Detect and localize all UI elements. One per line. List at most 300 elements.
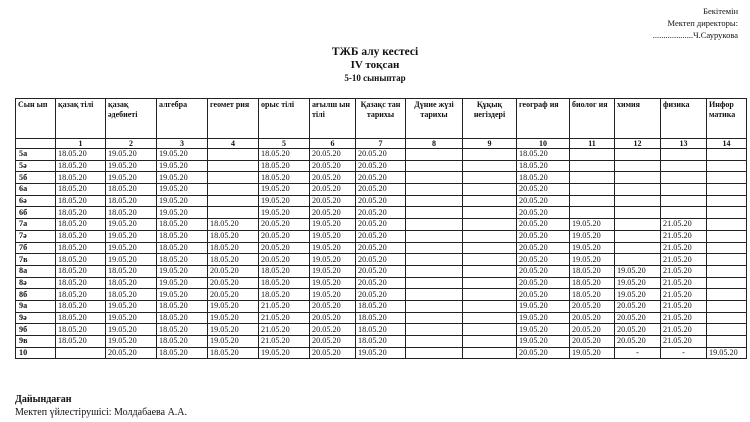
date-cell [463,230,517,242]
date-cell: 19.05.20 [106,149,157,161]
date-cell: 20.05.20 [517,207,570,219]
date-cell: 20.05.20 [615,336,661,348]
column-header: ағылш ын тілі [310,99,356,139]
date-cell: 19.05.20 [707,347,747,359]
date-cell: 18.05.20 [157,312,208,324]
approval-line-1: Бекітемін [703,6,738,16]
column-header: геомет рия [208,99,259,139]
date-cell: 20.05.20 [356,149,406,161]
date-cell: 20.05.20 [356,277,406,289]
column-number: 2 [106,139,157,149]
table-row [16,336,747,348]
column-header: физика [661,99,707,139]
date-cell: 18.05.20 [56,230,106,242]
date-cell: 20.05.20 [356,207,406,219]
class-name-cell: 9б [16,324,56,336]
date-cell: 20.05.20 [310,336,356,348]
date-cell: 18.05.20 [56,265,106,277]
date-cell [406,324,463,336]
title-line-1: ТЖБ алу кестесі [331,46,419,58]
date-cell: 20.05.20 [208,265,259,277]
date-cell [615,242,661,254]
date-cell [707,300,747,312]
date-cell: 20.05.20 [310,312,356,324]
date-cell: 19.05.20 [208,312,259,324]
column-header: алгебра [157,99,208,139]
date-cell [707,254,747,266]
column-number: 12 [615,139,661,149]
date-cell [208,207,259,219]
date-cell [406,184,463,196]
date-cell: 18.05.20 [56,289,106,301]
date-cell: 20.05.20 [517,230,570,242]
date-cell [406,289,463,301]
table-row [16,219,747,231]
coordinator-label: Мектеп үйлестірушісі: Молдабаева А.А. [15,407,188,418]
date-cell: 19.05.20 [157,149,208,161]
date-cell [406,149,463,161]
date-cell: 18.05.20 [157,324,208,336]
table-row [16,184,747,196]
date-cell: - [661,347,707,359]
class-name-cell: 8ә [16,277,56,289]
date-cell: 20.05.20 [259,219,310,231]
column-header: Дүние жүзі тарихы [406,99,463,139]
table-row [16,242,747,254]
date-cell: 19.05.20 [570,230,615,242]
date-cell: 19.05.20 [517,324,570,336]
date-cell: 18.05.20 [517,160,570,172]
date-cell [406,300,463,312]
date-cell: 18.05.20 [157,336,208,348]
table-row [16,195,747,207]
date-cell: 19.05.20 [517,336,570,348]
date-cell [707,265,747,277]
class-name-cell: 5ә [16,160,56,172]
table-row [16,347,747,359]
table-row [16,265,747,277]
date-cell: 18.05.20 [157,219,208,231]
date-cell [707,336,747,348]
date-cell: 18.05.20 [356,336,406,348]
date-cell: 21.05.20 [661,265,707,277]
table-row [16,149,747,161]
column-header: орыс тілі [259,99,310,139]
date-cell: 19.05.20 [615,265,661,277]
date-cell: 18.05.20 [56,149,106,161]
date-cell [463,312,517,324]
date-cell [463,277,517,289]
date-cell: 19.05.20 [310,254,356,266]
date-cell: 18.05.20 [56,254,106,266]
column-header: Сын ып [16,99,56,139]
date-cell [463,184,517,196]
column-number: 6 [310,139,356,149]
date-cell: 18.05.20 [157,347,208,359]
date-cell: 21.05.20 [661,254,707,266]
date-cell: 20.05.20 [310,347,356,359]
date-cell [463,160,517,172]
prepared-label: Дайындаған [15,394,72,405]
date-cell [570,149,615,161]
date-cell: 21.05.20 [661,230,707,242]
date-cell: 20.05.20 [356,265,406,277]
date-cell: 19.05.20 [615,277,661,289]
date-cell: 18.05.20 [56,324,106,336]
date-cell: 19.05.20 [106,324,157,336]
date-cell: 18.05.20 [56,195,106,207]
date-cell [707,230,747,242]
date-cell: 20.05.20 [356,160,406,172]
date-cell: 19.05.20 [356,347,406,359]
date-cell: 19.05.20 [310,242,356,254]
date-cell [661,149,707,161]
table-row [16,312,747,324]
date-cell: 18.05.20 [157,230,208,242]
date-cell [406,219,463,231]
date-cell [570,160,615,172]
date-cell [707,312,747,324]
date-cell: 20.05.20 [570,324,615,336]
date-cell: 20.05.20 [356,254,406,266]
column-header: Құқық негіздері [463,99,517,139]
column-number: 1 [56,139,106,149]
date-cell: 20.05.20 [259,230,310,242]
date-cell: 19.05.20 [106,172,157,184]
date-cell: 20.05.20 [517,242,570,254]
date-cell: 19.05.20 [208,336,259,348]
date-cell [707,277,747,289]
date-cell [707,184,747,196]
date-cell: 19.05.20 [310,289,356,301]
date-cell: 20.05.20 [570,300,615,312]
date-cell: 20.05.20 [517,277,570,289]
date-cell [406,172,463,184]
date-cell: 21.05.20 [661,277,707,289]
date-cell: 19.05.20 [259,184,310,196]
date-cell: 20.05.20 [310,184,356,196]
date-cell [208,184,259,196]
date-cell [707,324,747,336]
date-cell: 18.05.20 [259,277,310,289]
date-cell [707,219,747,231]
table-header-row [16,99,747,139]
date-cell: 20.05.20 [310,160,356,172]
date-cell [661,172,707,184]
date-cell: 20.05.20 [615,300,661,312]
class-name-cell: 9а [16,300,56,312]
date-cell: 19.05.20 [157,277,208,289]
date-cell [463,324,517,336]
date-cell: 20.05.20 [310,207,356,219]
date-cell [615,184,661,196]
date-cell: 19.05.20 [157,195,208,207]
class-name-cell: 7б [16,242,56,254]
date-cell: 18.05.20 [356,312,406,324]
date-cell: 20.05.20 [356,184,406,196]
class-name-cell: 7а [16,219,56,231]
date-cell: 21.05.20 [259,312,310,324]
date-cell: 19.05.20 [157,207,208,219]
date-cell: 19.05.20 [208,300,259,312]
date-cell [406,207,463,219]
column-number: 11 [570,139,615,149]
column-number: 4 [208,139,259,149]
date-cell: 18.05.20 [259,265,310,277]
date-cell: 19.05.20 [517,312,570,324]
column-header: Қазақс тан тарихы [356,99,406,139]
date-cell: 18.05.20 [56,219,106,231]
date-cell: 19.05.20 [570,242,615,254]
date-cell: 18.05.20 [56,184,106,196]
date-cell [661,207,707,219]
date-cell: 21.05.20 [661,242,707,254]
date-cell [406,230,463,242]
date-cell [406,336,463,348]
document-title [0,46,750,85]
date-cell: 19.05.20 [106,300,157,312]
date-cell: 19.05.20 [157,172,208,184]
date-cell: 18.05.20 [356,324,406,336]
table-row [16,300,747,312]
date-cell: 20.05.20 [615,312,661,324]
column-header: қазақ әдебиеті [106,99,157,139]
column-header: Инфор матика [707,99,747,139]
schedule-table [15,98,747,359]
date-cell: 19.05.20 [157,265,208,277]
date-cell: 19.05.20 [106,254,157,266]
date-cell: 19.05.20 [310,230,356,242]
date-cell [463,347,517,359]
date-cell: 20.05.20 [356,230,406,242]
date-cell: 18.05.20 [56,172,106,184]
date-cell: 19.05.20 [259,347,310,359]
date-cell: 18.05.20 [157,242,208,254]
date-cell: 19.05.20 [517,300,570,312]
date-cell: 19.05.20 [310,219,356,231]
date-cell: 19.05.20 [259,207,310,219]
date-cell: 19.05.20 [106,336,157,348]
date-cell: 18.05.20 [517,172,570,184]
class-name-cell: 9в [16,336,56,348]
date-cell: 19.05.20 [615,289,661,301]
date-cell: 18.05.20 [570,265,615,277]
date-cell: 19.05.20 [106,242,157,254]
date-cell [208,160,259,172]
title-line-2: IV тоқсан [350,59,400,71]
date-cell: 20.05.20 [356,219,406,231]
date-cell [707,172,747,184]
date-cell: 18.05.20 [208,219,259,231]
date-cell: 21.05.20 [259,300,310,312]
date-cell [707,160,747,172]
date-cell: 18.05.20 [106,184,157,196]
date-cell: 20.05.20 [517,184,570,196]
date-cell: - [615,347,661,359]
table-row [16,230,747,242]
date-cell: 21.05.20 [661,312,707,324]
class-name-cell: 9ә [16,312,56,324]
class-name-cell: 10 [16,347,56,359]
date-cell: 18.05.20 [517,149,570,161]
date-cell: 21.05.20 [259,336,310,348]
date-cell: 19.05.20 [157,289,208,301]
date-cell: 19.05.20 [259,195,310,207]
approval-line-3: ...................Ч.Саурукова [652,30,738,40]
table-row [16,289,747,301]
date-cell: 19.05.20 [570,347,615,359]
date-cell: 20.05.20 [208,277,259,289]
date-cell [406,195,463,207]
date-cell: 18.05.20 [56,336,106,348]
date-cell [615,149,661,161]
date-cell: 19.05.20 [157,160,208,172]
date-cell [570,184,615,196]
column-number [16,139,56,149]
date-cell: 21.05.20 [259,324,310,336]
date-cell: 20.05.20 [517,289,570,301]
date-cell [406,347,463,359]
column-number: 7 [356,139,406,149]
date-cell [406,254,463,266]
date-cell: 18.05.20 [56,300,106,312]
date-cell: 20.05.20 [517,265,570,277]
date-cell [615,195,661,207]
date-cell [463,207,517,219]
date-cell: 20.05.20 [517,254,570,266]
date-cell: 18.05.20 [56,207,106,219]
date-cell: 20.05.20 [356,195,406,207]
date-cell [707,242,747,254]
class-name-cell: 8б [16,289,56,301]
date-cell: 19.05.20 [106,219,157,231]
date-cell: 20.05.20 [517,219,570,231]
date-cell [661,160,707,172]
date-cell [570,195,615,207]
date-cell [661,195,707,207]
date-cell: 20.05.20 [570,312,615,324]
class-name-cell: 8а [16,265,56,277]
date-cell: 20.05.20 [570,336,615,348]
date-cell: 19.05.20 [570,254,615,266]
date-cell: 18.05.20 [570,289,615,301]
table-number-row [16,139,747,149]
date-cell [208,172,259,184]
date-cell: 19.05.20 [310,277,356,289]
column-number: 10 [517,139,570,149]
class-name-cell: 7в [16,254,56,266]
date-cell: 18.05.20 [106,289,157,301]
class-name-cell: 5а [16,149,56,161]
table-row [16,254,747,266]
date-cell: 18.05.20 [56,160,106,172]
date-cell: 18.05.20 [208,254,259,266]
column-number: 3 [157,139,208,149]
table-row [16,324,747,336]
table-row [16,207,747,219]
table-body [16,149,747,359]
date-cell [56,347,106,359]
date-cell: 20.05.20 [208,289,259,301]
date-cell: 21.05.20 [661,289,707,301]
date-cell [615,254,661,266]
date-cell: 18.05.20 [259,160,310,172]
date-cell: 20.05.20 [310,172,356,184]
date-cell: 20.05.20 [356,289,406,301]
date-cell [463,149,517,161]
date-cell [463,254,517,266]
date-cell [406,277,463,289]
date-cell: 20.05.20 [259,254,310,266]
column-number: 5 [259,139,310,149]
date-cell [463,300,517,312]
date-cell: 18.05.20 [208,230,259,242]
date-cell: 20.05.20 [310,149,356,161]
date-cell: 19.05.20 [106,160,157,172]
date-cell [707,149,747,161]
date-cell [406,242,463,254]
date-cell: 19.05.20 [208,324,259,336]
column-number: 8 [406,139,463,149]
column-number: 14 [707,139,747,149]
date-cell [463,219,517,231]
date-cell [615,207,661,219]
date-cell [406,265,463,277]
date-cell: 18.05.20 [56,242,106,254]
date-cell: 18.05.20 [106,195,157,207]
date-cell: 18.05.20 [157,300,208,312]
approval-line-2: Мектеп директоры: [667,18,738,28]
date-cell [463,172,517,184]
date-cell [707,195,747,207]
class-name-cell: 7ә [16,230,56,242]
column-header: биолог ия [570,99,615,139]
column-header: химия [615,99,661,139]
table-row [16,172,747,184]
date-cell: 20.05.20 [106,347,157,359]
date-cell [615,172,661,184]
column-number: 9 [463,139,517,149]
date-cell [615,219,661,231]
date-cell: 19.05.20 [570,219,615,231]
date-cell: 18.05.20 [208,242,259,254]
date-cell: 20.05.20 [517,347,570,359]
date-cell: 18.05.20 [56,312,106,324]
date-cell: 18.05.20 [570,277,615,289]
class-name-cell: 6а [16,184,56,196]
date-cell: 21.05.20 [661,300,707,312]
date-cell: 19.05.20 [106,312,157,324]
date-cell [570,207,615,219]
table-row [16,277,747,289]
date-cell [463,289,517,301]
date-cell [208,149,259,161]
date-cell: 20.05.20 [310,195,356,207]
table-row [16,160,747,172]
date-cell: 19.05.20 [157,184,208,196]
date-cell [463,242,517,254]
date-cell: 21.05.20 [661,219,707,231]
date-cell: 20.05.20 [259,242,310,254]
date-cell [570,172,615,184]
date-cell: 18.05.20 [106,207,157,219]
date-cell: 18.05.20 [259,172,310,184]
date-cell: 20.05.20 [310,300,356,312]
class-name-cell: 6ә [16,195,56,207]
date-cell [463,265,517,277]
date-cell [707,289,747,301]
date-cell: 19.05.20 [106,230,157,242]
